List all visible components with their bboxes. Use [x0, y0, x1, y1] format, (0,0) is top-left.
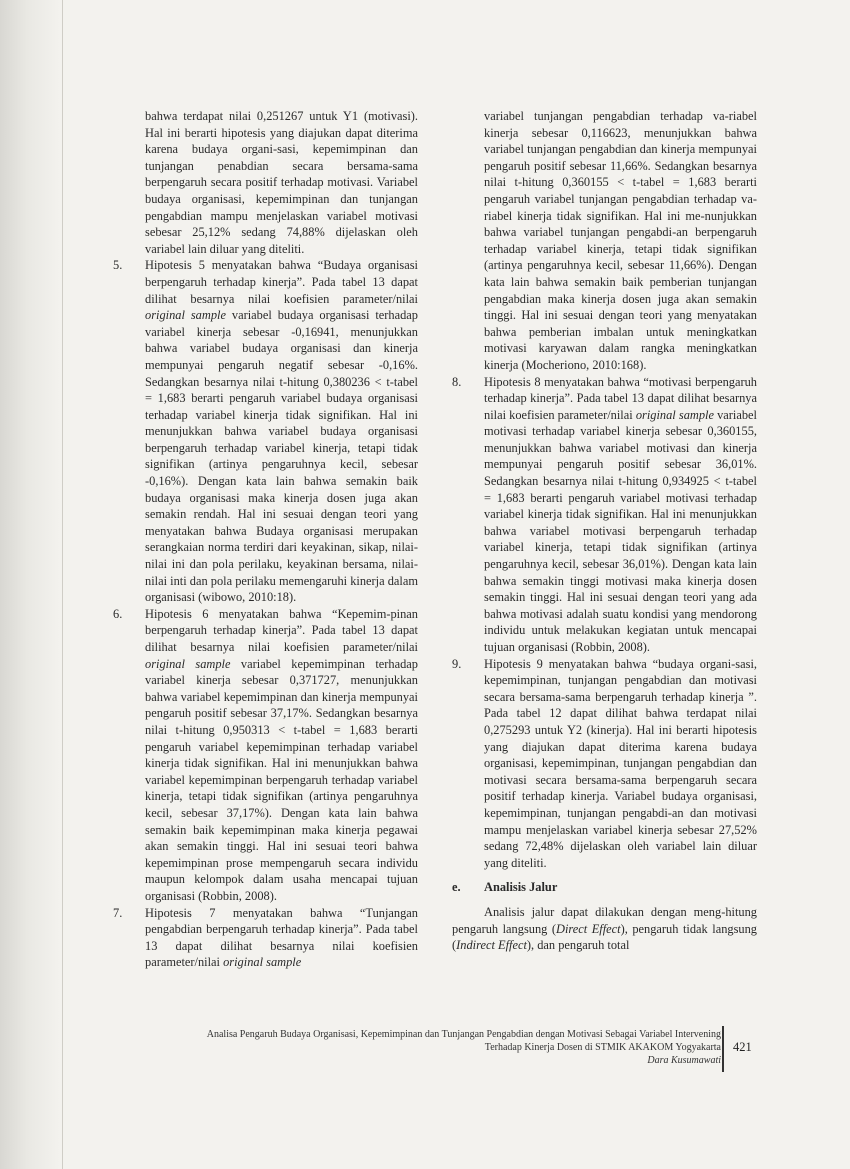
- hypothesis-9-item: [452, 656, 757, 872]
- item-text-italic: original sample: [145, 656, 231, 671]
- item-text-pre: Hipotesis 7 menyatakan bahwa “Tunjangan pengabdian berpengaruh terhadap kinerja”. Pada tabel 13 dapat dilihat besarnya nilai koefisien parameter/nilai: [145, 905, 418, 970]
- hypothesis-5-item: [113, 257, 418, 605]
- item-number: 8.: [452, 374, 462, 389]
- path-analysis-paragraph: [452, 904, 757, 954]
- item-number: 7.: [113, 905, 123, 920]
- page-edge-shadow: [0, 0, 60, 1169]
- right-column: [452, 108, 757, 954]
- paragraph-text-pre: Analisis jalur dapat dilakukan dengan meng-hitung pengaruh langsung (: [452, 904, 757, 936]
- paragraph-text-post: ), dan pengaruh total: [526, 938, 630, 953]
- gutter-line: [62, 0, 63, 1169]
- hypothesis-8-item: [452, 374, 757, 656]
- hypothesis-7-continuation: variabel tunjangan pengabdian terhadap va-riabel kinerja sebesar 0,116623, menunjukkan bahwa variabel tunjangan pengabdian dan kinerja mempunyai pengaruh positif sebesar 11,66%. Sedangkan besarnya nilai t-hitung 0,360155 < t-tabel = 1,683 berarti pengaruh variabel tunjangan pengabdian terhadap va-riabel kinerja tidak signifikan. Hal ini me-nunjukkan bahwa variabel tunjangan pengabdi-an berpengaruh terhadap variabel kinerja, tetapi tidak signifikan (artinya pengaruhnya kecil, sebesar 11,66%). Dengan kata lain bahwa semakin baik pemberian tunjangan pengabdian maka kinerja dosen juga akan semakin tinggi. Hal ini sesuai dengan teori yang menyatakan bahwa pemberian imbalan untuk meningkatkan motivasi karyawan dalam rangka meningkatkan kinerja (Mocheriono, 2010:168).: [484, 109, 757, 372]
- item-text-italic: original sample: [635, 407, 714, 422]
- item-number: 6.: [113, 606, 123, 621]
- item-text-pre: Hipotesis 6 menyatakan bahwa “Kepemim-pinan berpengaruh terhadap kinerja”. Pada tabel 13 dapat dilihat besarnya nilai koefisien parameter/nilai: [145, 606, 418, 654]
- item-text-pre: Hipotesis 9 menyatakan bahwa “budaya organi-sasi, kepemimpinan, tunjangan pengabdian dan motivasi secara bersama-sama berpengaruh terhadap kinerja ”. Pada tabel 12 dapat dilihat bahwa terdapat nilai 0,275293 untuk Y2 (kinerja). Hal ini berarti hipotesis yang diajukan dapat diterima karena budaya organisasi, kepemimpinan, tunjangan pengabdian dan motivasi secara bersama-sama berpengaruh secara positif terhadap kinerja. Variabel budaya organisasi, kepemimpinan, tunjangan pengabdi-an dan motivasi mampu menjelaskan variabel kinerja sebesar 27,52% sedang 72,48% dijelaskan oleh variabel lain diluar yang diteliti.: [484, 656, 757, 870]
- item-text-italic: original sample: [223, 955, 302, 970]
- footer-title-line-2: Terhadap Kinerja Dosen di STMIK AKAKOM Yogyakarta: [484, 1042, 721, 1053]
- footer-title-line-1: Analisa Pengaruh Budaya Organisasi, Kepemimpinan dan Tunjangan Pengabdian dengan Motivasi Sebagai Variabel Intervening: [206, 1029, 721, 1040]
- paragraph-text-mid: ), pengaruh tidak langsung (: [452, 921, 757, 953]
- page-number: 421: [733, 1040, 752, 1054]
- left-intro-paragraph: bahwa terdapat nilai 0,251267 untuk Y1 (motivasi). Hal ini berarti hipotesis yang diajukan dapat diterima karena budaya organi-sasi, kepemimpinan dan tunjangan penabdian secara bersama-sama berpengaruh secara positif terhadap motivasi. Variabel budaya organisasi, kepemimpinan dan tunjangan pengabdian mampu menjelaskan variabel motivasi sebesar 25,12% sedang 74,88% dijelaskan oleh variabel lain diluar yang diteliti.: [145, 109, 418, 256]
- section-heading: [452, 879, 757, 896]
- left-column: [113, 108, 418, 971]
- item-text-italic: original sample: [145, 308, 226, 323]
- indirect-effect-term: Indirect Effect: [456, 938, 527, 953]
- item-number: 9.: [452, 656, 462, 671]
- item-number: 5.: [113, 258, 123, 273]
- item-text-pre: Hipotesis 5 menyatakan bahwa “Budaya organisasi berpengaruh terhadap kinerja”. Pada tabel 13 dapat dilihat besarnya nilai koefisien parameter/nilai: [145, 258, 418, 306]
- hypothesis-7-item: [113, 905, 418, 971]
- footer-vertical-rule: [722, 1026, 724, 1072]
- item-text-post: variabel kepemimpinan terhadap variabel kinerja sebesar 0,371727, menunjukkan bahwa variabel kepemimpinan dan kinerja mempunyai pengaruh positif sebesar 37,17%. Sedangkan besarnya nilai t-hitung 0,950313 < t-tabel = 1,683 berarti pengaruh variabel kepemimpinan terhadap variabel kinerja tidak signifikan. Hal ini menunjukkan bahwa variabel kepemimpinan berpengaruh terhadap variabel kinerja, tetapi tidak signifikan (artinya pengaruhnya kecil, sebesar 37,17%). Dengan kata lain bahwa semakin baik kepemimpinan maka kinerja pegawai akan semakin tinggi. Hal ini sesuai teori bahwa kepemimpinan prose mempengaruh secara individu maupun kelompok dalam usaha mencapai tujuan organisasi (Robbin, 2008).: [145, 656, 418, 903]
- item-text-post: variabel motivasi terhadap variabel kinerja sebesar 0,360155, menunjukkan bahwa variabel motivasi dan kinerja mempunyai pengaruh positif sebesar 36,01%. Sedangkan besarnya nilai t-hitung 0,934925 < t-tabel = 1,683 berarti pengaruh variabel motivasi terhadap variabel kinerja tidak signifikan. Hal ini menunjukkan bahwa variabel motivasi berpengaruh terhadap variabel kinerja, tetapi tidak signifikan (artinya pengaruhnya kecil, sebesar 36,01%). Dengan kata lain bahwa semakin tinggi motivasi maka kinerja dosen semakin tinggi. Hal ini sesuai dengan teori yang ada bahwa motivasi adalah suatu kondisi yang mendorong individu untuk melakukan kegiatan untuk mencapai tujuan organisasi (Robbin, 2008).: [484, 407, 757, 654]
- direct-effect-term: Direct Effect: [556, 921, 621, 936]
- running-footer: [113, 1028, 721, 1067]
- item-text-post: variabel budaya organisasi terhadap variabel kinerja sebesar -0,16941, menunjukkan bahwa variabel budaya organisasi dan kinerja mempunyai pengaruh negatif sebesar -0,16%. Sedangkan besarnya nilai t-hitung 0,380236 < t-tabel = 1,683 berarti pengaruh variabel budaya organisasi terhadap variabel kinerja tidak signifikan. Hal ini menunjukkan bahwa variabel budaya organisasi berpengaruh terhadap variabel kinerja, tetapi tidak signifikan (artinya pengaruhnya kecil, sebesar -0,16%). Dengan kata lain bahwa semakin baik budaya organisasi maka kinerja dosen juga akan semakin rendah. Hal ini sesuai dengan teori yang menyatakan bahwa Budaya organisasi merupakan serangkaian norma terdiri dari keyakinan, sikap, nilai-nilai ini dan pola perilaku, keyakinan bersama, nilai-nilai inti dan pola perilaku memengaruhi kinerja dalam organisasi (wibowo, 2010:18).: [145, 308, 418, 605]
- item-text-pre: Hipotesis 8 menyatakan bahwa “motivasi berpengaruh terhadap kinerja”. Pada tabel 13 dapat dilihat besarnya nilai koefisien parameter/nilai: [484, 374, 757, 422]
- section-title: Analisis Jalur: [484, 880, 558, 895]
- footer-author: Dara Kusumawati: [647, 1055, 721, 1066]
- hypothesis-6-item: [113, 606, 418, 905]
- section-letter: e.: [452, 880, 461, 895]
